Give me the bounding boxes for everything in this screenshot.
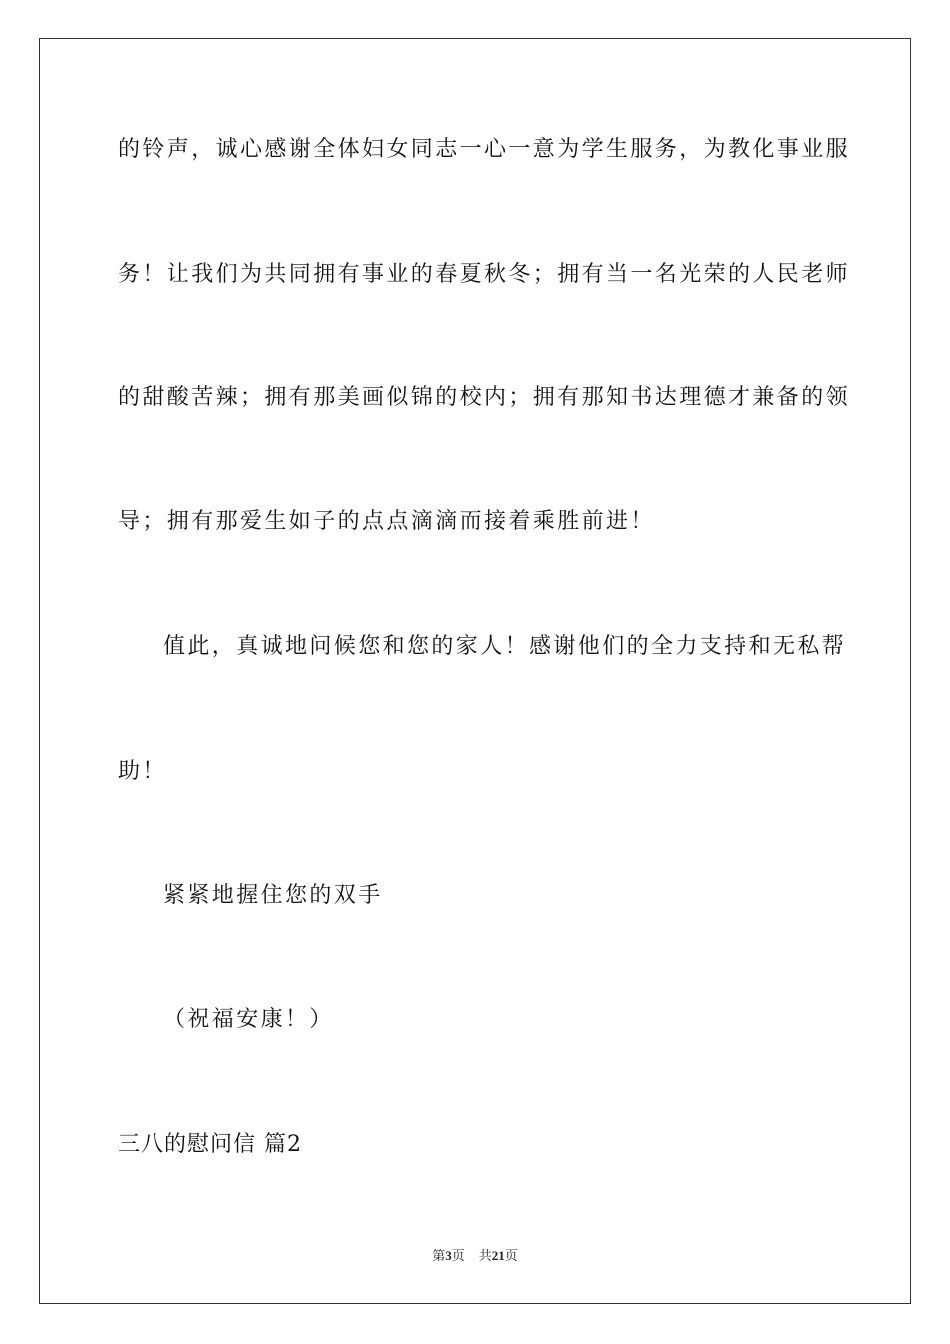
- section-heading: 三八的慰问信 篇2: [118, 1132, 302, 1157]
- paragraph-line-3: 的甜酸苦辣；拥有那美画似锦的校内；拥有那知书达理德才兼备的领: [118, 385, 851, 410]
- footer-total-prefix: 共: [478, 1248, 492, 1263]
- footer-total-suffix: 页: [504, 1248, 518, 1263]
- footer-total-pages: 21: [491, 1248, 505, 1263]
- footer-page-prefix: 第: [432, 1248, 446, 1263]
- paragraph-line-1: 的铃声，诚心感谢全体妇女同志一心一意为学生服务，为教化事业服: [118, 137, 851, 162]
- blessing-line: （祝福安康！）: [163, 1007, 334, 1032]
- paragraph-line-2: 务！让我们为共同拥有事业的春夏秋冬；拥有当一名光荣的人民老师: [118, 262, 851, 287]
- paragraph-line-6: 助！: [118, 759, 167, 784]
- paragraph-line-5: 值此，真诚地问候您和您的家人！感谢他们的全力支持和无私帮: [163, 634, 847, 659]
- paragraph-line-4: 导；拥有那爱生如子的点点滴滴而接着乘胜前进！: [118, 509, 655, 534]
- page-footer: [0, 1246, 950, 1266]
- footer-page-suffix: 页: [451, 1248, 465, 1263]
- closing-line: 紧紧地握住您的双手: [163, 883, 383, 908]
- page-border: [39, 38, 911, 1304]
- footer-page-number: 3: [445, 1248, 452, 1263]
